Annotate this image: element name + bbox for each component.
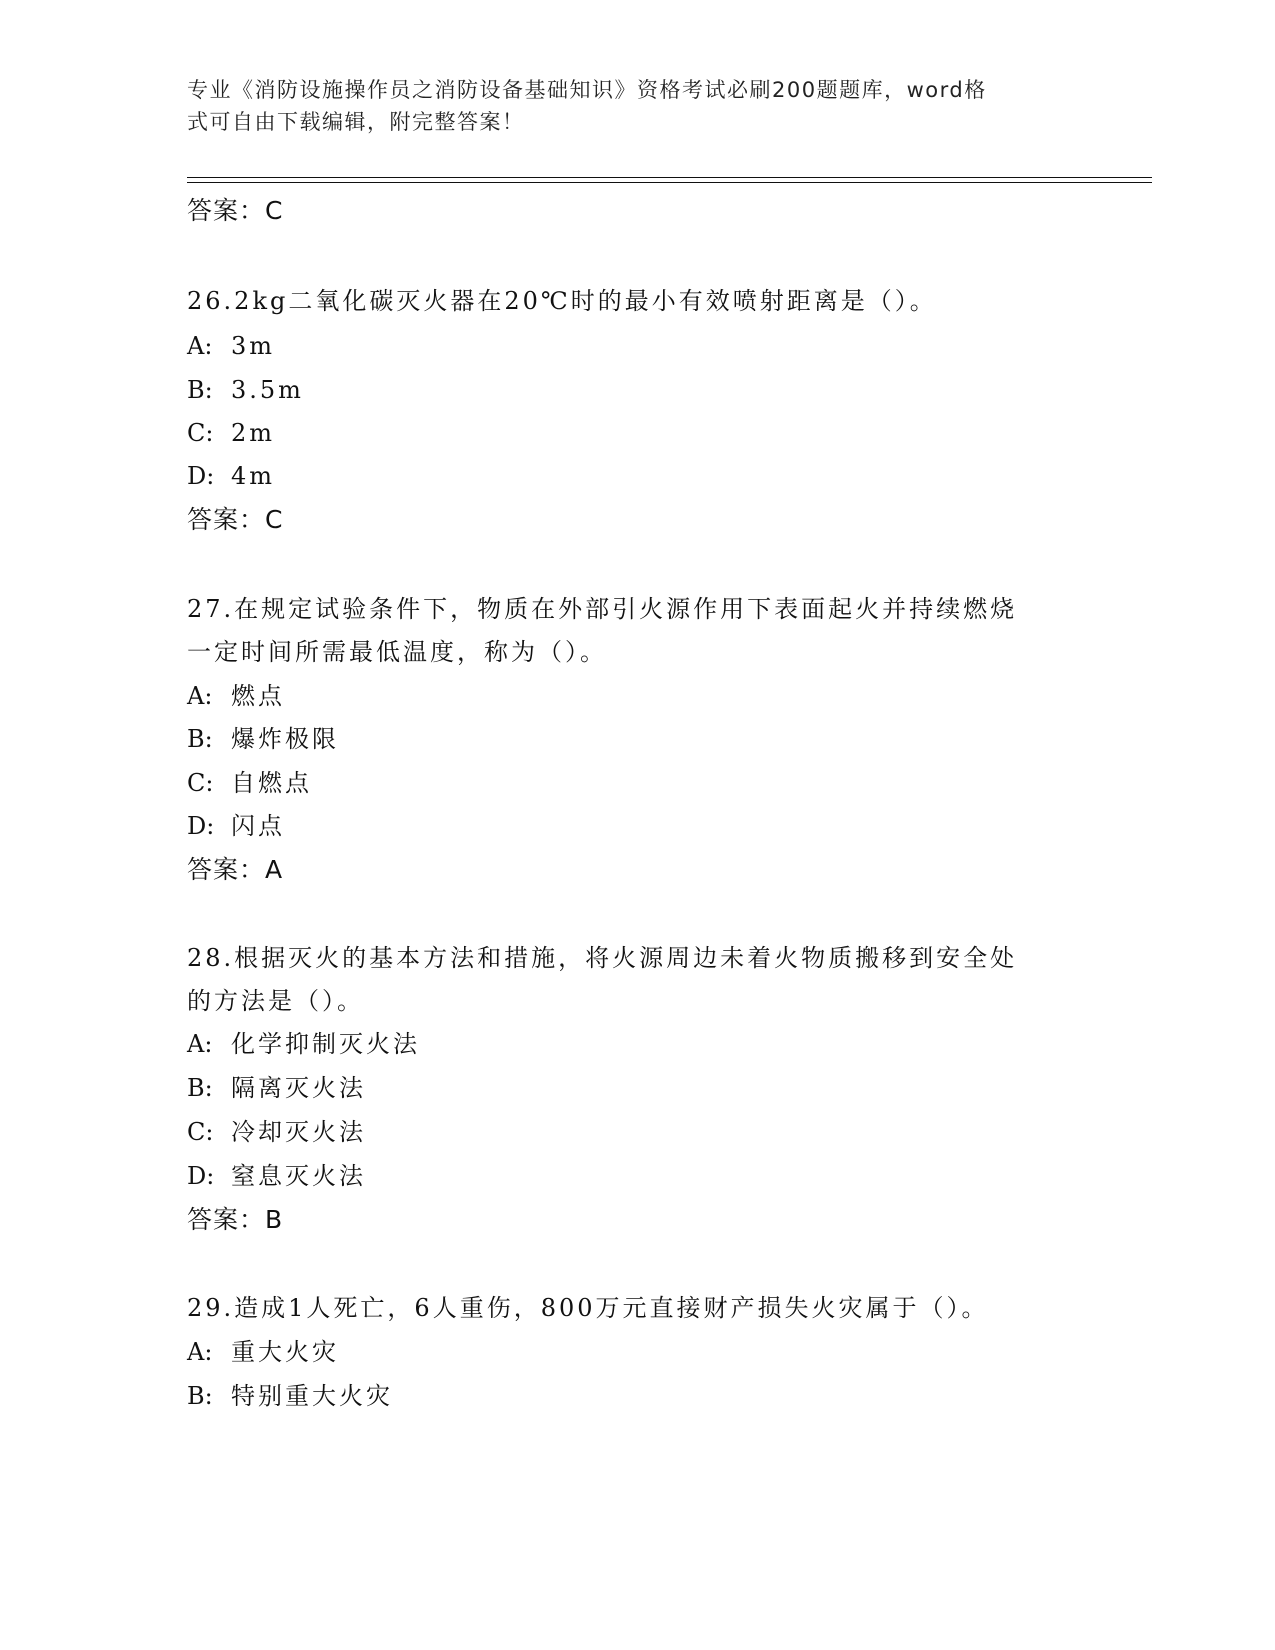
question-29-text: 29.造成1人死亡，6人重伤，800万元直接财产损失火灾属于（）。 bbox=[187, 1294, 989, 1322]
option-letter: D: bbox=[187, 812, 215, 840]
question-26-option-a bbox=[187, 331, 275, 361]
option-letter: B: bbox=[187, 1074, 213, 1102]
question-27-option-c bbox=[187, 768, 312, 798]
question-27-answer: 答案：A bbox=[187, 855, 284, 884]
option-text: 爆炸极限 bbox=[231, 725, 339, 753]
question-27-text-line-2: 一定时间所需最低温度，称为（）。 bbox=[187, 638, 607, 666]
option-text: 化学抑制灭火法 bbox=[231, 1030, 420, 1058]
option-letter: A: bbox=[187, 332, 213, 360]
question-28-option-d bbox=[187, 1161, 366, 1191]
option-letter: B: bbox=[187, 725, 213, 753]
question-28-option-b bbox=[187, 1073, 366, 1103]
option-text: 3m bbox=[231, 332, 276, 360]
option-text: 窒息灭火法 bbox=[231, 1162, 366, 1190]
question-28-option-c bbox=[187, 1117, 366, 1147]
option-text: 4m bbox=[231, 462, 276, 490]
option-letter: B: bbox=[187, 1382, 213, 1410]
question-27-option-b bbox=[187, 724, 339, 754]
option-text: 隔离灭火法 bbox=[231, 1074, 366, 1102]
option-letter: D: bbox=[187, 1162, 215, 1190]
option-text: 闪点 bbox=[231, 812, 285, 840]
document-header bbox=[187, 74, 1067, 138]
option-text: 自燃点 bbox=[231, 769, 312, 797]
header-line-1: 专业《消防设施操作员之消防设备基础知识》资格考试必刷200题题库，word格 bbox=[187, 78, 987, 102]
question-28-text-line-1: 28.根据灭火的基本方法和措施，将火源周边未着火物质搬移到安全处 bbox=[187, 944, 1018, 972]
option-text: 3.5m bbox=[231, 376, 304, 404]
option-letter: A: bbox=[187, 682, 213, 710]
option-letter: A: bbox=[187, 1338, 213, 1366]
option-letter: B: bbox=[187, 376, 213, 404]
option-letter: D: bbox=[187, 462, 215, 490]
option-letter: C: bbox=[187, 419, 214, 447]
option-text: 燃点 bbox=[231, 682, 285, 710]
answer-prev: 答案：C bbox=[187, 196, 284, 225]
option-letter: A: bbox=[187, 1030, 213, 1058]
question-26-option-b bbox=[187, 375, 304, 405]
question-27-option-a bbox=[187, 681, 285, 711]
header-divider-bottom bbox=[187, 182, 1152, 183]
question-27-option-d bbox=[187, 811, 285, 841]
option-text: 特别重大火灾 bbox=[231, 1382, 393, 1410]
question-26-option-d bbox=[187, 461, 275, 491]
question-26-answer: 答案：C bbox=[187, 505, 284, 534]
question-26-text: 26.2kg二氧化碳灭火器在20℃时的最小有效喷射距离是（）。 bbox=[187, 287, 937, 315]
question-28-option-a bbox=[187, 1029, 420, 1059]
option-letter: C: bbox=[187, 769, 214, 797]
option-text: 冷却灭火法 bbox=[231, 1118, 366, 1146]
question-28-text-line-2: 的方法是（）。 bbox=[187, 987, 364, 1015]
header-line-2: 式可自由下载编辑，附完整答案！ bbox=[187, 110, 525, 134]
option-letter: C: bbox=[187, 1118, 214, 1146]
question-29-option-b bbox=[187, 1381, 393, 1411]
question-28-answer: 答案：B bbox=[187, 1205, 284, 1234]
question-27-text-line-1: 27.在规定试验条件下，物质在外部引火源作用下表面起火并持续燃烧 bbox=[187, 595, 1018, 623]
header-divider-top bbox=[187, 177, 1152, 178]
question-26-option-c bbox=[187, 418, 275, 448]
question-29-option-a bbox=[187, 1337, 339, 1367]
option-text: 2m bbox=[231, 419, 276, 447]
option-text: 重大火灾 bbox=[231, 1338, 339, 1366]
